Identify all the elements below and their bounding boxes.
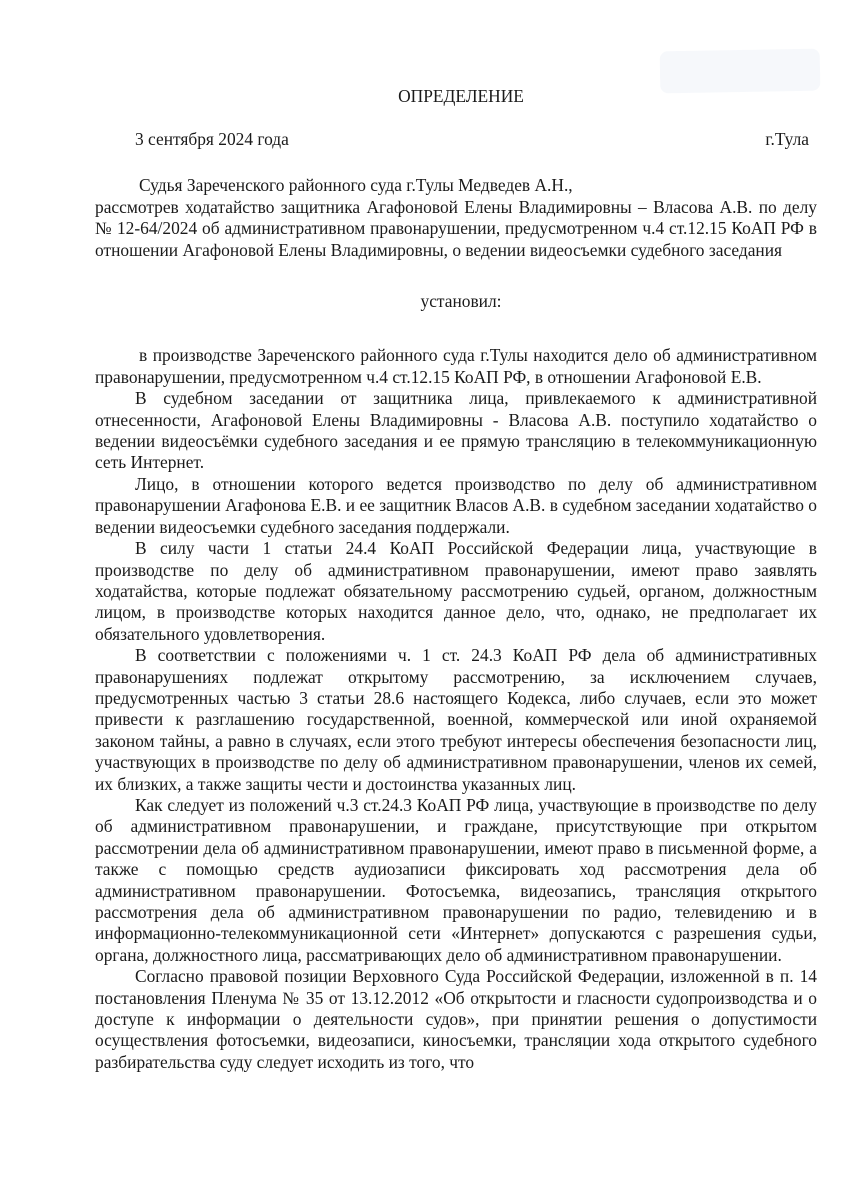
document-city: г.Тула bbox=[765, 129, 809, 150]
paragraph-1: в производстве Зареченского районного суда г.Тулы находится дело об административном правонарушении, предусмотренном ч.4 ст.12.15 КоАП РФ, в отношении Агафоновой Е.В. bbox=[95, 345, 817, 387]
document-date: 3 сентября 2024 года bbox=[135, 129, 289, 150]
document-title: ОПРЕДЕЛЕНИЕ bbox=[398, 86, 524, 106]
intro-judge-line: Судья Зареченского районного суда г.Тулы Медведев А.Н., bbox=[139, 175, 573, 196]
paragraph-5: В соответствии с положениями ч. 1 ст. 24.3 КоАП РФ дела об административных правонарушениях подлежат открытому рассмотрению, за исключением случаев, предусмотренных частью 3 статьи 28.6 настоящего Кодекса, либо случаев, если это может привести к разглашению государственной, военной, коммерческой или иной охраняемой законом тайны, а равно в случаях, если этого требуют интересы обеспечения безопасности лиц, участвующих в производстве по делу об административном правонарушении, членов их семей, их близких, а также защиты чести и достоинства указанных лиц. bbox=[95, 645, 817, 794]
paragraph-3: Лицо, в отношении которого ведется производство по делу об административном правонарушении Агафонова Е.В. и ее защитник Власов А.В. в судебном заседании ходатайство о ведении видеосъемки судебного заседания поддержали. bbox=[95, 473, 817, 537]
paragraph-4: В силу части 1 статьи 24.4 КоАП Российской Федерации лица, участвующие в производстве по делу об административном правонарушении, имеют право заявлять ходатайства, которые подлежат обязательному рассмотрению судьей, органом, должностным лицом, в производстве которых находится данное дело, что, однако, не предполагает их обязательного удовлетворения. bbox=[95, 538, 817, 644]
document-body bbox=[95, 86, 817, 1073]
paragraph-6: Как следует из положений ч.3 ст.24.3 КоАП РФ лица, участвующие в производстве по делу об административном правонарушении, и граждане, присутствующие при открытом рассмотрении дела об административном правонарушении, имеют право в письменной форме, а также с помощью средств аудиозаписи фиксировать ход рассмотрения дела об административном правонарушении. Фотосъемка, видеозапись, трансляция открытого рассмотрения дела об административном правонарушении по радио, телевидению и в информационно-телекоммуникационной сети «Интернет» допускаются с разрешения судьи, органа, должностного лица, рассматривающих дело об административном правонарушении. bbox=[95, 794, 817, 965]
date-line bbox=[95, 129, 817, 151]
intro-text: рассмотрев ходатайство защитника Агафоновой Елены Владимировны – Власова А.В. по делу № 12-64/2024 об административном правонарушении, предусмотренном ч.4 ст.12.15 КоАП РФ в отношении Агафоновой Елены Владимировны, о ведении видеосъемки судебного заседания bbox=[95, 196, 817, 260]
section-heading: установил: bbox=[420, 291, 502, 312]
paragraph-2: В судебном заседании от защитника лица, привлекаемого к административной отнесенности, Агафоновой Елены Владимировны - Власова А.В. поступило ходатайство о ведении видеосъёмки судебного заседания и ее прямую трансляцию в телекоммуникационную сеть Интернет. bbox=[95, 388, 817, 473]
paragraph-7: Согласно правовой позиции Верховного Суда Российской Федерации, изложенной в п. 14 постановления Пленума № 35 от 13.12.2012 «Об открытости и гласности судопроизводства и о доступе к информации о деятельности судов», при принятии решения о допустимости осуществления фотосъемки, видеозаписи, киносъемки, трансляции хода открытого судебного разбирательства суду следует исходить из того, что bbox=[95, 966, 817, 1072]
